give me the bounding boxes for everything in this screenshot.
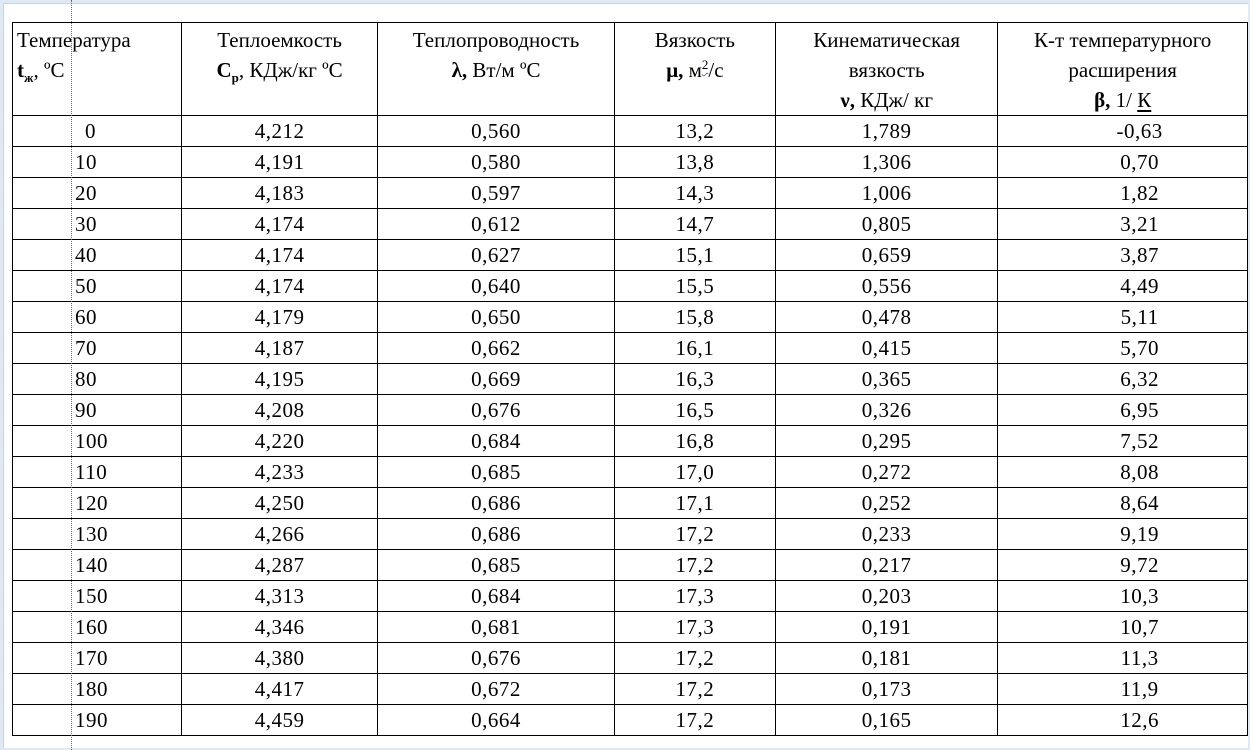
cell-expansion-coefficient: 6,32 [998,364,1248,395]
table-row [13,674,1248,705]
cell-viscosity: 16,5 [614,395,775,426]
cell-viscosity: 16,1 [614,333,775,364]
cell-temperature: 50 [13,271,182,302]
cell-viscosity: 17,0 [614,457,775,488]
cell-expansion-coefficient: 12,6 [998,705,1248,736]
cell-viscosity: 17,3 [614,581,775,612]
cell-temperature: 160 [13,612,182,643]
cell-viscosity: 17,2 [614,643,775,674]
table-row [13,333,1248,364]
cell-kinematic-viscosity: 0,191 [775,612,997,643]
cell-temperature: 110 [13,457,182,488]
cell-heat-capacity: 4,208 [181,395,377,426]
cell-temperature: 190 [13,705,182,736]
cell-heat-capacity: 4,187 [181,333,377,364]
cell-heat-capacity: 4,417 [181,674,377,705]
header-viscosity: Вязкость μ, $м^2/с$ [614,23,775,116]
header-kinematic-viscosity: Кинематическая вязкость ν, КДж/ кг [775,23,997,116]
cell-temperature: 0 [13,116,182,147]
cell-heat-capacity: 4,174 [181,271,377,302]
cell-expansion-coefficient: 8,08 [998,457,1248,488]
cell-heat-capacity: 4,183 [181,178,377,209]
cell-heat-capacity: 4,191 [181,147,377,178]
cell-heat-capacity: 4,459 [181,705,377,736]
cell-kinematic-viscosity: 0,326 [775,395,997,426]
cell-expansion-coefficient: 11,3 [998,643,1248,674]
cell-expansion-coefficient: 4,49 [998,271,1248,302]
cell-expansion-coefficient: -0,63 [998,116,1248,147]
cell-heat-capacity: 4,212 [181,116,377,147]
cell-viscosity: 17,2 [614,550,775,581]
cell-viscosity: 17,2 [614,519,775,550]
cell-expansion-coefficient: 7,52 [998,426,1248,457]
header-expansion-coefficient: К-т температурного расширения β, 1/ К [998,23,1248,116]
document-page [3,3,1248,748]
cell-temperature: 170 [13,643,182,674]
table-row [13,488,1248,519]
cell-thermal-conductivity: 0,681 [378,612,614,643]
cell-viscosity: 13,8 [614,147,775,178]
cell-thermal-conductivity: 0,669 [378,364,614,395]
cell-thermal-conductivity: 0,627 [378,240,614,271]
table-row [13,612,1248,643]
cell-viscosity: 16,8 [614,426,775,457]
cell-temperature: 90 [13,395,182,426]
column-guide-line [71,0,72,750]
cell-kinematic-viscosity: 0,478 [775,302,997,333]
cell-thermal-conductivity: 0,676 [378,395,614,426]
cell-viscosity: 14,7 [614,209,775,240]
cell-temperature: 10 [13,147,182,178]
cell-expansion-coefficient: 3,21 [998,209,1248,240]
cell-heat-capacity: 4,195 [181,364,377,395]
cell-temperature: 180 [13,674,182,705]
table-row [13,519,1248,550]
header-thermal-conductivity: Теплопроводность λ, Вт/м ºС [378,23,614,116]
cell-heat-capacity: 4,380 [181,643,377,674]
cell-kinematic-viscosity: 1,306 [775,147,997,178]
cell-thermal-conductivity: 0,684 [378,426,614,457]
cell-thermal-conductivity: 0,686 [378,519,614,550]
cell-expansion-coefficient: 3,87 [998,240,1248,271]
table-row [13,147,1248,178]
cell-kinematic-viscosity: 0,165 [775,705,997,736]
cell-expansion-coefficient: 0,70 [998,147,1248,178]
cell-viscosity: 17,2 [614,705,775,736]
cell-heat-capacity: 4,266 [181,519,377,550]
cell-kinematic-viscosity: 0,365 [775,364,997,395]
cell-expansion-coefficient: 6,95 [998,395,1248,426]
cell-kinematic-viscosity: 0,217 [775,550,997,581]
table-row [13,178,1248,209]
cell-viscosity: 15,8 [614,302,775,333]
table-row [13,209,1248,240]
table-row [13,457,1248,488]
cell-heat-capacity: 4,233 [181,457,377,488]
cell-viscosity: 15,1 [614,240,775,271]
cell-temperature: 130 [13,519,182,550]
cell-expansion-coefficient: 8,64 [998,488,1248,519]
cell-heat-capacity: 4,287 [181,550,377,581]
cell-thermal-conductivity: 0,662 [378,333,614,364]
cell-heat-capacity: 4,174 [181,209,377,240]
cell-thermal-conductivity: 0,597 [378,178,614,209]
table-row [13,116,1248,147]
table-row [13,364,1248,395]
cell-temperature: 140 [13,550,182,581]
cell-thermal-conductivity: 0,684 [378,581,614,612]
cell-viscosity: 13,2 [614,116,775,147]
cell-heat-capacity: 4,174 [181,240,377,271]
header-temperature: Температура $t_ж$, ºС [13,23,182,116]
cell-thermal-conductivity: 0,560 [378,116,614,147]
cell-temperature: 100 [13,426,182,457]
cell-temperature: 70 [13,333,182,364]
cell-thermal-conductivity: 0,685 [378,457,614,488]
cell-thermal-conductivity: 0,676 [378,643,614,674]
cell-kinematic-viscosity: 0,252 [775,488,997,519]
cell-viscosity: 17,1 [614,488,775,519]
water-properties-table [12,22,1248,736]
cell-heat-capacity: 4,220 [181,426,377,457]
cell-heat-capacity: 4,313 [181,581,377,612]
table-row [13,302,1248,333]
cell-kinematic-viscosity: 1,789 [775,116,997,147]
cell-expansion-coefficient: 1,82 [998,178,1248,209]
cell-viscosity: 17,2 [614,674,775,705]
table-row [13,271,1248,302]
cell-kinematic-viscosity: 0,181 [775,643,997,674]
cell-kinematic-viscosity: 1,006 [775,178,997,209]
table-row [13,581,1248,612]
cell-viscosity: 17,3 [614,612,775,643]
cell-thermal-conductivity: 0,664 [378,705,614,736]
cell-viscosity: 15,5 [614,271,775,302]
cell-kinematic-viscosity: 0,272 [775,457,997,488]
cell-viscosity: 14,3 [614,178,775,209]
cell-heat-capacity: 4,179 [181,302,377,333]
cell-kinematic-viscosity: 0,233 [775,519,997,550]
cell-kinematic-viscosity: 0,659 [775,240,997,271]
cell-temperature: 120 [13,488,182,519]
cell-heat-capacity: 4,250 [181,488,377,519]
cell-expansion-coefficient: 5,11 [998,302,1248,333]
cell-expansion-coefficient: 5,70 [998,333,1248,364]
cell-thermal-conductivity: 0,612 [378,209,614,240]
cell-expansion-coefficient: 10,7 [998,612,1248,643]
table-row [13,395,1248,426]
cell-expansion-coefficient: 11,9 [998,674,1248,705]
cell-temperature: 150 [13,581,182,612]
cell-heat-capacity: 4,346 [181,612,377,643]
cell-kinematic-viscosity: 0,805 [775,209,997,240]
cell-temperature: 30 [13,209,182,240]
header-row [13,23,1248,116]
cell-thermal-conductivity: 0,640 [378,271,614,302]
cell-temperature: 80 [13,364,182,395]
cell-viscosity: 16,3 [614,364,775,395]
cell-temperature: 60 [13,302,182,333]
cell-thermal-conductivity: 0,650 [378,302,614,333]
header-heat-capacity: Теплоемкость $С_р$, КДж/кг ºС [181,23,377,116]
cell-expansion-coefficient: 10,3 [998,581,1248,612]
cell-expansion-coefficient: 9,19 [998,519,1248,550]
cell-expansion-coefficient: 9,72 [998,550,1248,581]
table-row [13,705,1248,736]
cell-kinematic-viscosity: 0,415 [775,333,997,364]
table-row [13,240,1248,271]
cell-temperature: 40 [13,240,182,271]
cell-temperature: 20 [13,178,182,209]
table-row [13,426,1248,457]
cell-thermal-conductivity: 0,580 [378,147,614,178]
table-row [13,643,1248,674]
cell-kinematic-viscosity: 0,173 [775,674,997,705]
table-row [13,550,1248,581]
cell-thermal-conductivity: 0,672 [378,674,614,705]
cell-kinematic-viscosity: 0,556 [775,271,997,302]
cell-kinematic-viscosity: 0,295 [775,426,997,457]
cell-thermal-conductivity: 0,686 [378,488,614,519]
cell-kinematic-viscosity: 0,203 [775,581,997,612]
cell-thermal-conductivity: 0,685 [378,550,614,581]
